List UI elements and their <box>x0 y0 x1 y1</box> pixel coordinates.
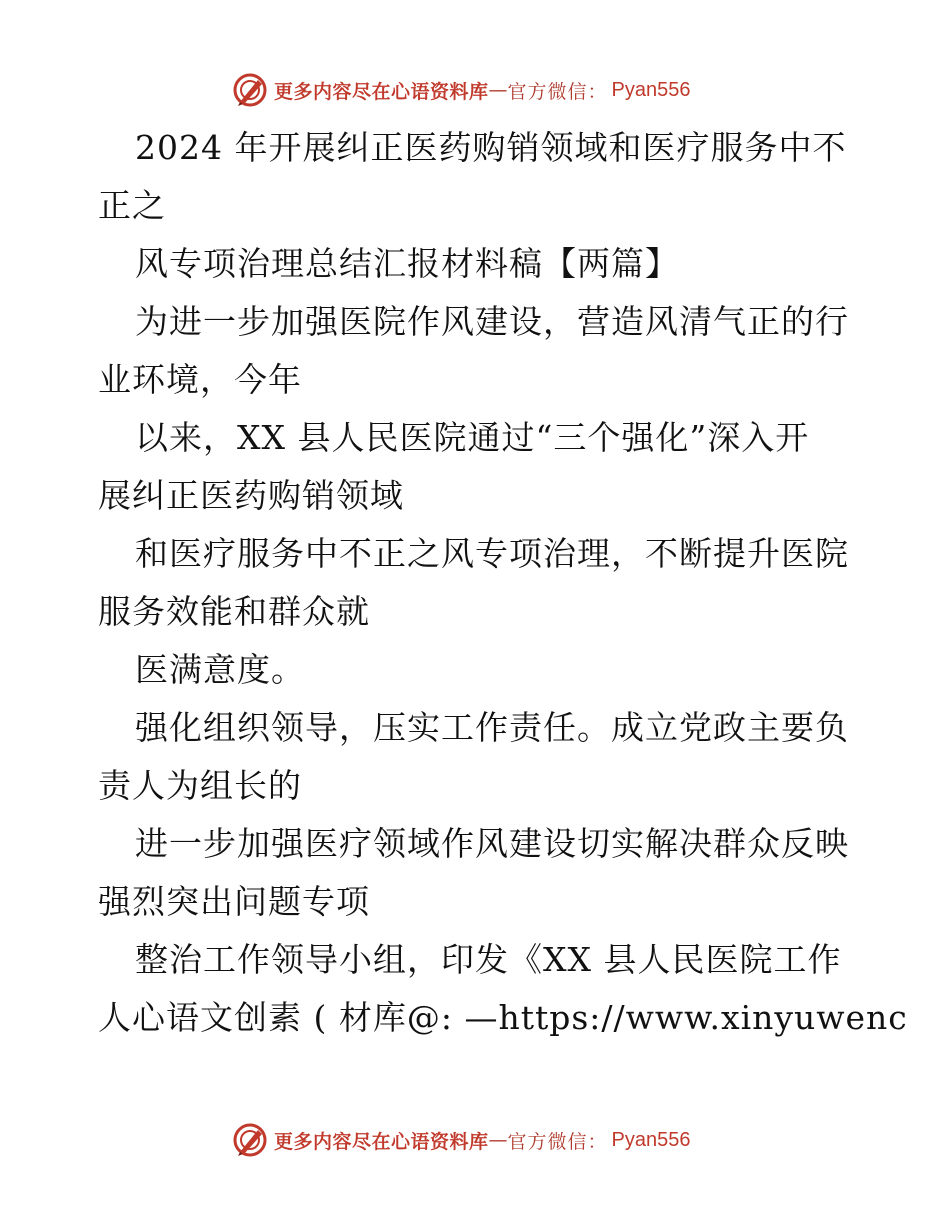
banner-site-text: 更多内容尽在心语资料库 <box>274 1130 489 1153</box>
title-line-2: 正之 <box>98 186 166 225</box>
banner-dash: — <box>488 79 508 101</box>
paragraph-line: 进一步加强医疗领域作风建设切实解决群众反映 <box>135 824 849 863</box>
paragraph-line: 展纠正医药购销领域 <box>98 476 404 515</box>
paragraph-line: 服务效能和群众就 <box>98 592 370 631</box>
paragraph-line: 以来，XX 县人民医院通过“三个强化”深入开 <box>135 418 810 457</box>
footer-banner <box>232 1120 691 1160</box>
watermark-line: 人心语文创素 ( 材库@: —https://www.xinyuwenc <box>98 998 908 1037</box>
banner-wechat-id: Pyan556 <box>611 1128 691 1151</box>
paragraph-line: 强化组织领导，压实工作责任。成立党政主要负 <box>135 708 849 747</box>
pen-logo-icon <box>232 72 268 108</box>
paragraph-line: 医满意度。 <box>135 650 305 689</box>
paragraph-line: 业环境，今年 <box>98 360 302 399</box>
title-line-1: 2024 年开展纠正医药购销领域和医疗服务中不 <box>135 128 847 167</box>
paragraph-line: 和医疗服务中不正之风专项治理，不断提升医院 <box>135 534 849 573</box>
paragraph-line: 为进一步加强医院作风建设，营造风清气正的行 <box>135 302 849 341</box>
paragraph-line: 责人为组长的 <box>98 766 302 805</box>
banner-dash: — <box>488 1129 508 1151</box>
banner-wechat-id: Pyan556 <box>611 78 691 101</box>
pen-logo-icon <box>232 1122 268 1158</box>
banner-site-text: 更多内容尽在心语资料库 <box>274 80 489 103</box>
paragraph-line: 强烈突出问题专项 <box>98 882 370 921</box>
title-line-3: 风专项治理总结汇报材料稿【两篇】 <box>135 244 679 283</box>
banner-wechat-label: 官方微信： <box>507 1130 608 1153</box>
header-banner <box>232 70 691 110</box>
banner-wechat-label: 官方微信： <box>507 80 608 103</box>
paragraph-line: 整治工作领导小组，印发《XX 县人民医院工作 <box>135 940 842 979</box>
